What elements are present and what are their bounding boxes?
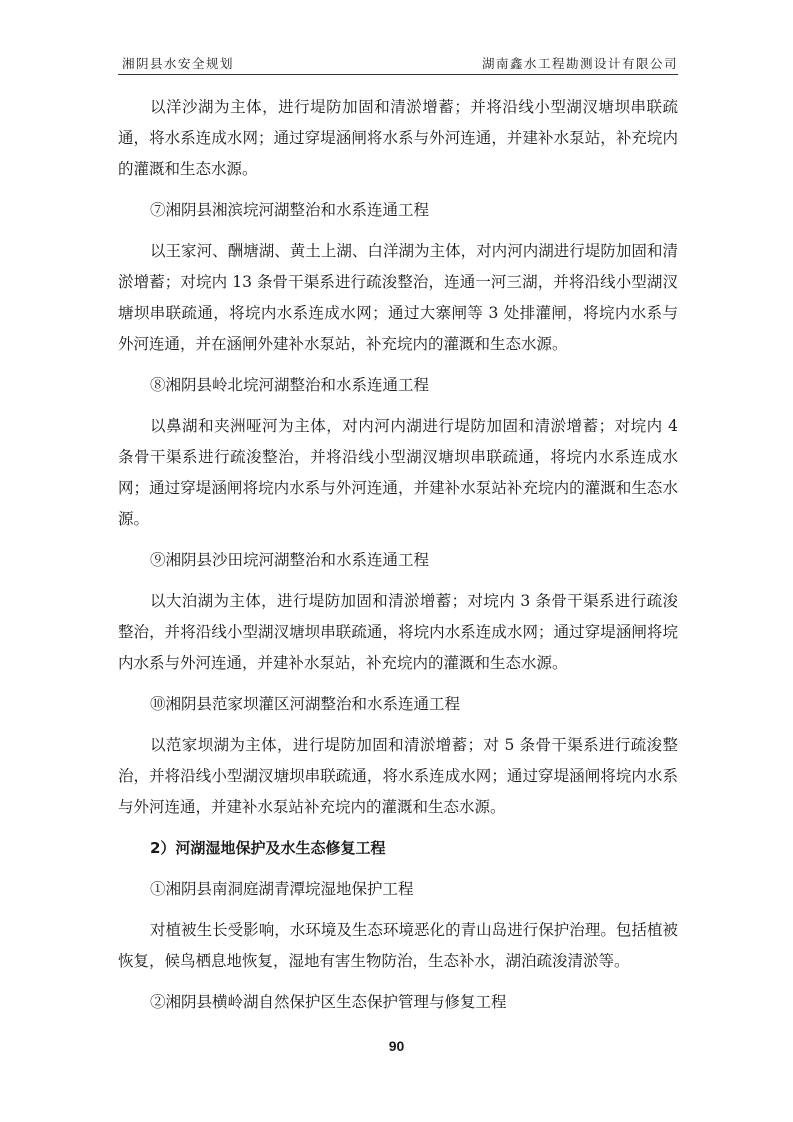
paragraph: 以大泊湖为主体，进行堤防加固和清淤增蓄；对垸内 3 条骨干渠系进行疏浚整治，并将沿线小型湖汊塘坝串联疏通，将垸内水系连成水网；通过穿堤涵闸将垸内水系与外河连通，并建补水泵站，补充垸内的灌溉和生态水源。 (118, 592, 678, 672)
section-heading: 2）河湖湿地保护及水生态修复工程 (150, 839, 386, 857)
item-heading-9: ⑨湘阴县沙田垸河湖整治和水系连通工程 (150, 551, 430, 569)
item-heading-7: ⑦湘阴县湘滨垸河湖整治和水系连通工程 (150, 201, 430, 219)
item-heading-1: ①湘阴县南洞庭湖青潭垸湿地保护工程 (150, 880, 414, 898)
header-document-title: 湘阴县水安全规划 (122, 56, 235, 71)
paragraph: 以范家坝湖为主体，进行堤防加固和清淤增蓄；对 5 条骨干渠系进行疏浚整治，并将沿线小型湖汊塘坝串联疏通，将水系连成水网；通过穿堤涵闸将垸内水系与外河连通，并建补水泵站补充垸内的灌溉和生态水源。 (118, 736, 678, 816)
page-header (118, 52, 678, 75)
paragraph: 以洋沙湖为主体，进行堤防加固和清淤增蓄；并将沿线小型湖汊塘坝串联疏通，将水系连成水网；通过穿堤涵闸将水系与外河连通，并建补水泵站，补充垸内的灌溉和生态水源。 (118, 98, 678, 178)
item-heading-2: ②湘阴县横岭湖自然保护区生态保护管理与修复工程 (150, 993, 507, 1011)
page-number: 90 (388, 1038, 405, 1054)
paragraph: 以鼻湖和夹洲哑河为主体，对内河内湖进行堤防加固和清淤增蓄；对垸内 4 条骨干渠系进行疏浚整治，并将沿线小型湖汊塘坝串联疏通，将垸内水系连成水网；通过穿堤涵闸将垸内水系与外河连通，并建补水泵站补充垸内的灌溉和生态水源。 (118, 417, 678, 528)
paragraph: 以王家河、酬塘湖、黄土上湖、白洋湖为主体，对内河内湖进行堤防加固和清淤增蓄；对垸内 13 条骨干渠系进行疏浚整治，连通一河三湖，并将沿线小型湖汊塘坝串联疏通，将垸内水系连成水网；通过大寨闸等 3 处排灌闸，将垸内水系与外河连通，并在涵闸外建补水泵站，补充垸内的灌溉和生态水源。 (118, 242, 678, 353)
header-company-name: 湖南鑫水工程勘测设计有限公司 (481, 56, 678, 71)
document-body (118, 92, 678, 1018)
item-heading-10: ⑩湘阴县范家坝灌区河湖整治和水系连通工程 (150, 695, 461, 713)
item-heading-8: ⑧湘阴县岭北垸河湖整治和水系连通工程 (150, 376, 430, 394)
paragraph: 对植被生长受影响，水环境及生态环境恶化的青山岛进行保护治理。包括植被恢复，候鸟栖息地恢复，湿地有害生物防治，生态补水，湖泊疏浚清淤等。 (118, 921, 678, 970)
